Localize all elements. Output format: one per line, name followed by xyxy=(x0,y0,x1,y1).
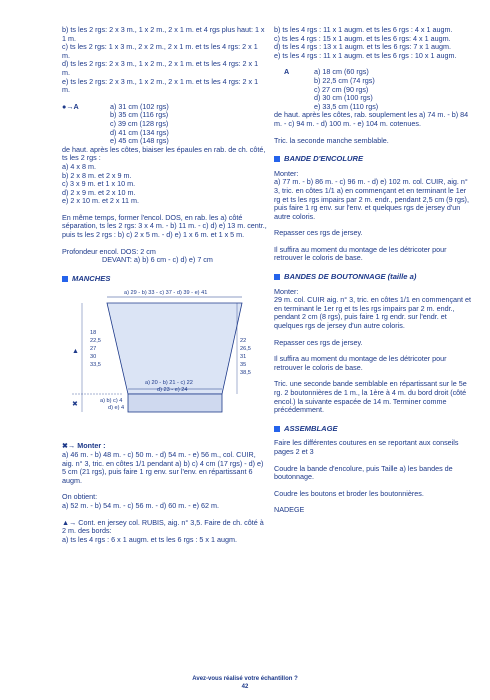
value-line: a) 4 x 8 m. xyxy=(62,161,96,171)
text-paragraph: Tric. une seconde bande semblable en répartissant sur le 5e rg. 2 boutonnières de 1 m., la 1ère à 4 m. du bord droit (côté encol.) la suivante espacée de 14 m. Terminer comme précédemment. xyxy=(274,379,467,415)
text-paragraph: a) 77 m. - b) 86 m. - c) 96 m. - d) e) 102 m. col. CUIR, aig. n° 3, tric. en côtes 1/1 a) en commençant et en terminant le 1er rg et ts les rgs impairs par 2 m. endr., pendant 2,5 cm (9 rgs), puis faire 1 rg env. sur l'env. et quelques rgs de jersey d'un autre coloris. xyxy=(274,177,469,221)
diagram-right-values: 22 26,5 31 35 38,5 xyxy=(240,338,251,377)
diagram-bottom-label-1: a) 20 - b) 21 - c) 22 xyxy=(145,380,193,387)
value-line: c) 3 x 9 m. et 1 x 10 m. xyxy=(62,179,136,189)
text-line: Monter: xyxy=(274,168,299,178)
text-paragraph: Il suffira au moment du montage de les détricoter pour retrouver le coloris de base. xyxy=(274,354,447,372)
value-line: d) 2 x 9 m. et 2 x 10 m. xyxy=(62,187,136,197)
page-number: 42 xyxy=(241,684,249,690)
diagram-left-values: 18 22,5 27 30 33,5 xyxy=(90,330,101,369)
text-paragraph: Faire les différentes coutures en se reportant aux conseils pages 2 et 3 xyxy=(274,438,459,456)
text-line: d) ts les 4 rgs : 13 x 1 augm. et ts les 6 rgs: 7 x 1 augm. xyxy=(274,42,451,52)
value-line: b) 22,5 cm (74 rgs) xyxy=(314,75,375,85)
value-line: d) 30 cm (100 rgs) xyxy=(314,93,373,103)
text-line: c) ts les 2 rgs: 1 x 3 m., 2 x 2 m., 2 x 1 m. et ts les 4 rgs: 2 x 1 m. xyxy=(62,42,258,60)
value-line: a) 18 cm (60 rgs) xyxy=(314,67,369,77)
square-bullet-icon xyxy=(62,276,68,282)
diagram-bottom-label-2: d) 23 - e) 24 xyxy=(157,387,188,394)
square-bullet-icon xyxy=(274,274,280,280)
sleeve-diagram xyxy=(62,289,262,434)
text-line: a) ts les 4 rgs : 6 x 1 augm. et ts les 6 rgs : 5 x 1 augm. xyxy=(62,534,237,544)
value-line: b) 2 x 8 m. et 2 x 9 m. xyxy=(62,170,132,180)
value-line: d) 41 cm (134 rgs) xyxy=(110,127,169,137)
text-paragraph: Coudre la bande d'encolure, puis Taille a) les bandes de boutonnage. xyxy=(274,463,453,482)
cross-icon: ✖ xyxy=(72,401,78,409)
height-block xyxy=(274,68,472,111)
value-line: a) 31 cm (102 rgs) xyxy=(110,101,169,111)
text-paragraph: ▲→ Cont. en jersey col. RUBIS, aig. n° 3,5. Faire de ch. côté à 2 m. des bords: xyxy=(62,517,264,536)
section-title-boutonnage: BANDES DE BOUTONNAGE (taille a) xyxy=(274,273,472,282)
a-label: A xyxy=(284,67,290,77)
text-paragraph: Coudre les boutons et broder les boutonnières. xyxy=(274,488,424,498)
text-line: Tric. la seconde manche semblable. xyxy=(274,135,389,145)
text-line: e) ts les 4 rgs : 11 x 1 augm. et ts les 6 rgs : 10 x 1 augm. xyxy=(274,50,457,60)
monter-title: ✖→ Monter : xyxy=(62,441,106,451)
cuff-label-1: a) b) c) 4 xyxy=(100,398,123,405)
text-paragraph: Il suffira au moment du montage de les détricoter pour retrouver le coloris de base. xyxy=(274,244,447,263)
value-line: e) 45 cm (148 rgs) xyxy=(110,136,169,146)
obtient-title: On obtient: xyxy=(62,492,98,502)
text-line: b) ts les 2 rgs: 2 x 3 m., 1 x 2 m., 2 x 1 m. et 4 rgs plus haut: 1 x 1 m. xyxy=(62,25,265,43)
text-line: d) ts les 2 rgs: 2 x 3 m., 1 x 2 m., 2 x 1 m. et ts les 4 rgs: 2 x 1 m. xyxy=(62,59,259,77)
signature: NADEGE xyxy=(274,505,305,515)
value-line: c) 27 cm (90 rgs) xyxy=(314,84,369,94)
triangle-icon: ▲ xyxy=(72,348,79,356)
section-title-encolure: BANDE D'ENCOLURE xyxy=(274,155,472,164)
text-line: Profondeur encol. DOS: 2 cm xyxy=(62,246,156,256)
text-line: b) ts les 4 rgs : 11 x 1 augm. et ts les 6 rgs : 4 x 1 augm. xyxy=(274,25,453,34)
section-title-manches: MANCHES xyxy=(62,275,267,284)
value-line: e) 2 x 10 m. et 2 x 11 m. xyxy=(62,196,139,206)
text-paragraph: En même temps, former l'encol. DOS, en rab. les a) côté séparation, ts les 2 rgs: 3 x 4 m. - b) 11 m. - c) d) e) 13 m. centr., puis ts les 2 rgs : b) c) 2 x 5 m. - d) e) 1 x 6 m. et 1 x 5 m. xyxy=(62,212,267,240)
text-paragraph: de haut. après les côtes, rab. souplement les a) 74 m. - b) 84 m. - c) 94 m. - d) 100 m. - e) 104 m. cotenues. xyxy=(274,110,469,128)
text-paragraph: 29 m. col. CUIR aig. n° 3, tric. en côtes 1/1 en commençant et en terminant le 1er rg et ts les rgs impairs par 2 m. endr., pendant 2 cm (8 rgs), puis faire 1 rg endr. sur l'endr. et quelques rgs de jersey d'un autre coloris. xyxy=(274,295,472,331)
value-line: e) 33,5 cm (110 rgs) xyxy=(314,101,379,111)
value-line: c) 39 cm (128 rgs) xyxy=(110,118,169,128)
right-column xyxy=(274,26,472,515)
text-line: c) ts les 4 rgs : 15 x 1 augm. et ts les 6 rgs: 4 x 1 augm. xyxy=(274,33,451,43)
text-paragraph: de haut. après les côtes, biaiser les épaules en rab. de ch. côté, ts les 2 rgs : xyxy=(62,144,266,163)
text-line: Repasser ces rgs de jersey. xyxy=(274,337,363,347)
value-line: b) 35 cm (116 rgs) xyxy=(110,110,169,120)
text-paragraph: a) 46 m. - b) 48 m. - c) 50 m. - d) 54 m. - e) 56 m., col. CUIR, aig. n° 3, tric. en côtes 1/1 pendant a) b) c) 4 cm (17 rgs) - d) e) 5 cm (21 rgs), puis faire 1 rg env. sur l'env. en répartissant 6 augm. xyxy=(62,450,264,485)
diagram-top-label: a) 29 - b) 33 - c) 37 - d) 39 - e) 41 xyxy=(124,290,208,297)
footer-question: Avez-vous réalisé votre échantillon ? xyxy=(192,676,298,682)
section-title-assemblage: ASSEMBLAGE xyxy=(274,425,472,434)
arrow-label: ●→A xyxy=(62,101,79,111)
square-bullet-icon xyxy=(274,156,280,162)
cuff-label-2: d) e) 4 xyxy=(108,405,125,412)
left-column xyxy=(62,26,267,544)
text-line: Repasser ces rgs de jersey. xyxy=(274,228,363,238)
height-block xyxy=(62,103,267,146)
square-bullet-icon xyxy=(274,426,280,432)
text-line: DEVANT: a) b) 6 cm - c) d) e) 7 cm xyxy=(102,255,213,265)
text-line: a) 52 m. - b) 54 m. - c) 56 m. - d) 60 m. - e) 62 m. xyxy=(62,501,219,510)
text-line: Monter: xyxy=(274,286,299,296)
text-line: e) ts les 2 rgs: 2 x 3 m., 1 x 2 m., 2 x 1 m. et ts les 4 rgs: 2 x 1 m. xyxy=(62,76,259,95)
